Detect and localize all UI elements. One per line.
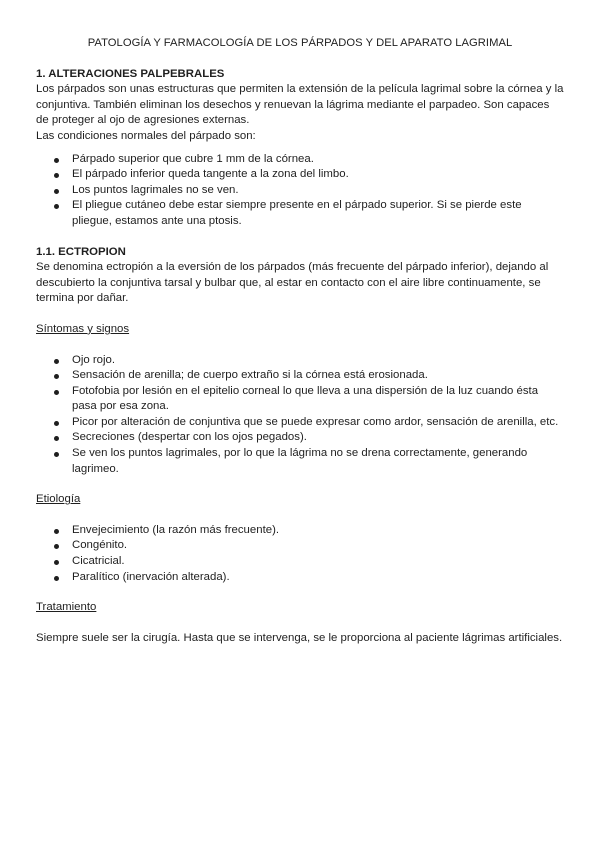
section-heading-ectropion: 1.1. ECTROPION bbox=[36, 245, 126, 258]
bullet-icon bbox=[54, 158, 59, 163]
bullet-icon bbox=[54, 173, 59, 178]
bullet-icon bbox=[54, 529, 59, 534]
bullet-icon bbox=[54, 374, 59, 379]
conditions-lead-text: Las condiciones normales del párpado son: bbox=[36, 129, 256, 142]
bullet-icon bbox=[54, 436, 59, 441]
list-item: Sensación de arenilla; de cuerpo extraño si la córnea está erosionada. bbox=[36, 368, 564, 384]
normal-conditions-list bbox=[36, 152, 564, 230]
section-intro-paragraph: Los párpados son unas estructuras que permiten la extensión de la película lagrimal sobre la córnea y la conjuntiva. También eliminan los desechos y renuevan la lágrima mediante el parpadeo. Son capaces de proteger al ojo de agresiones externas. bbox=[36, 83, 564, 127]
treatment-heading: Tratamiento bbox=[36, 601, 97, 614]
list-item: Ojo rojo. bbox=[36, 353, 564, 369]
list-item: Los puntos lagrimales no se ven. bbox=[36, 183, 564, 199]
list-item: Cicatricial. bbox=[36, 554, 564, 570]
list-item: Envejecimiento (la razón más frecuente). bbox=[36, 523, 564, 539]
list-item: Párpado superior que cubre 1 mm de la córnea. bbox=[36, 152, 564, 168]
bullet-icon bbox=[54, 452, 59, 457]
section-heading-alteraciones: 1. ALTERACIONES PALPEBRALES bbox=[36, 67, 225, 80]
etiology-list bbox=[36, 523, 564, 585]
treatment-paragraph: Siempre suele ser la cirugía. Hasta que se intervenga, se le proporciona al paciente lágrimas artificiales. bbox=[36, 631, 563, 644]
list-item: Picor por alteración de conjuntiva que se puede expresar como ardor, sensación de arenilla, etc. bbox=[36, 415, 564, 431]
document-title: PATOLOGÍA Y FARMACOLOGÍA DE LOS PÁRPADOS Y DEL APARATO LAGRIMAL bbox=[87, 37, 513, 49]
list-item: Fotofobia por lesión en el epitelio corneal lo que lleva a una dispersión de la luz cuando ésta pasa por esa zona. bbox=[36, 384, 564, 415]
bullet-icon bbox=[54, 544, 59, 549]
list-item: Paralítico (inervación alterada). bbox=[36, 570, 564, 586]
bullet-icon bbox=[54, 576, 59, 581]
list-item: El pliegue cutáneo debe estar siempre presente en el párpado superior. Si se pierde este pliegue, estamos ante una ptosis. bbox=[36, 198, 564, 229]
symptoms-list bbox=[36, 353, 564, 478]
list-item: Se ven los puntos lagrimales, por lo que la lágrima no se drena correctamente, generando lagrimeo. bbox=[36, 446, 564, 477]
document-page bbox=[36, 36, 564, 646]
list-item: El párpado inferior queda tangente a la zona del limbo. bbox=[36, 167, 564, 183]
bullet-icon bbox=[54, 421, 59, 426]
bullet-icon bbox=[54, 390, 59, 395]
bullet-icon bbox=[54, 204, 59, 209]
bullet-icon bbox=[54, 359, 59, 364]
bullet-icon bbox=[54, 189, 59, 194]
ectropion-definition: Se denomina ectropión a la eversión de los párpados (más frecuente del párpado inferior), dejando al descubierto la conjuntiva tarsal y bulbar que, al estar en contacto con el aire libre continuamente, se termina por dañar. bbox=[36, 261, 549, 305]
etiology-heading: Etiología bbox=[36, 493, 81, 506]
symptoms-heading: Síntomas y signos bbox=[36, 322, 130, 335]
list-item: Congénito. bbox=[36, 538, 564, 554]
list-item: Secreciones (despertar con los ojos pegados). bbox=[36, 430, 564, 446]
bullet-icon bbox=[54, 560, 59, 565]
